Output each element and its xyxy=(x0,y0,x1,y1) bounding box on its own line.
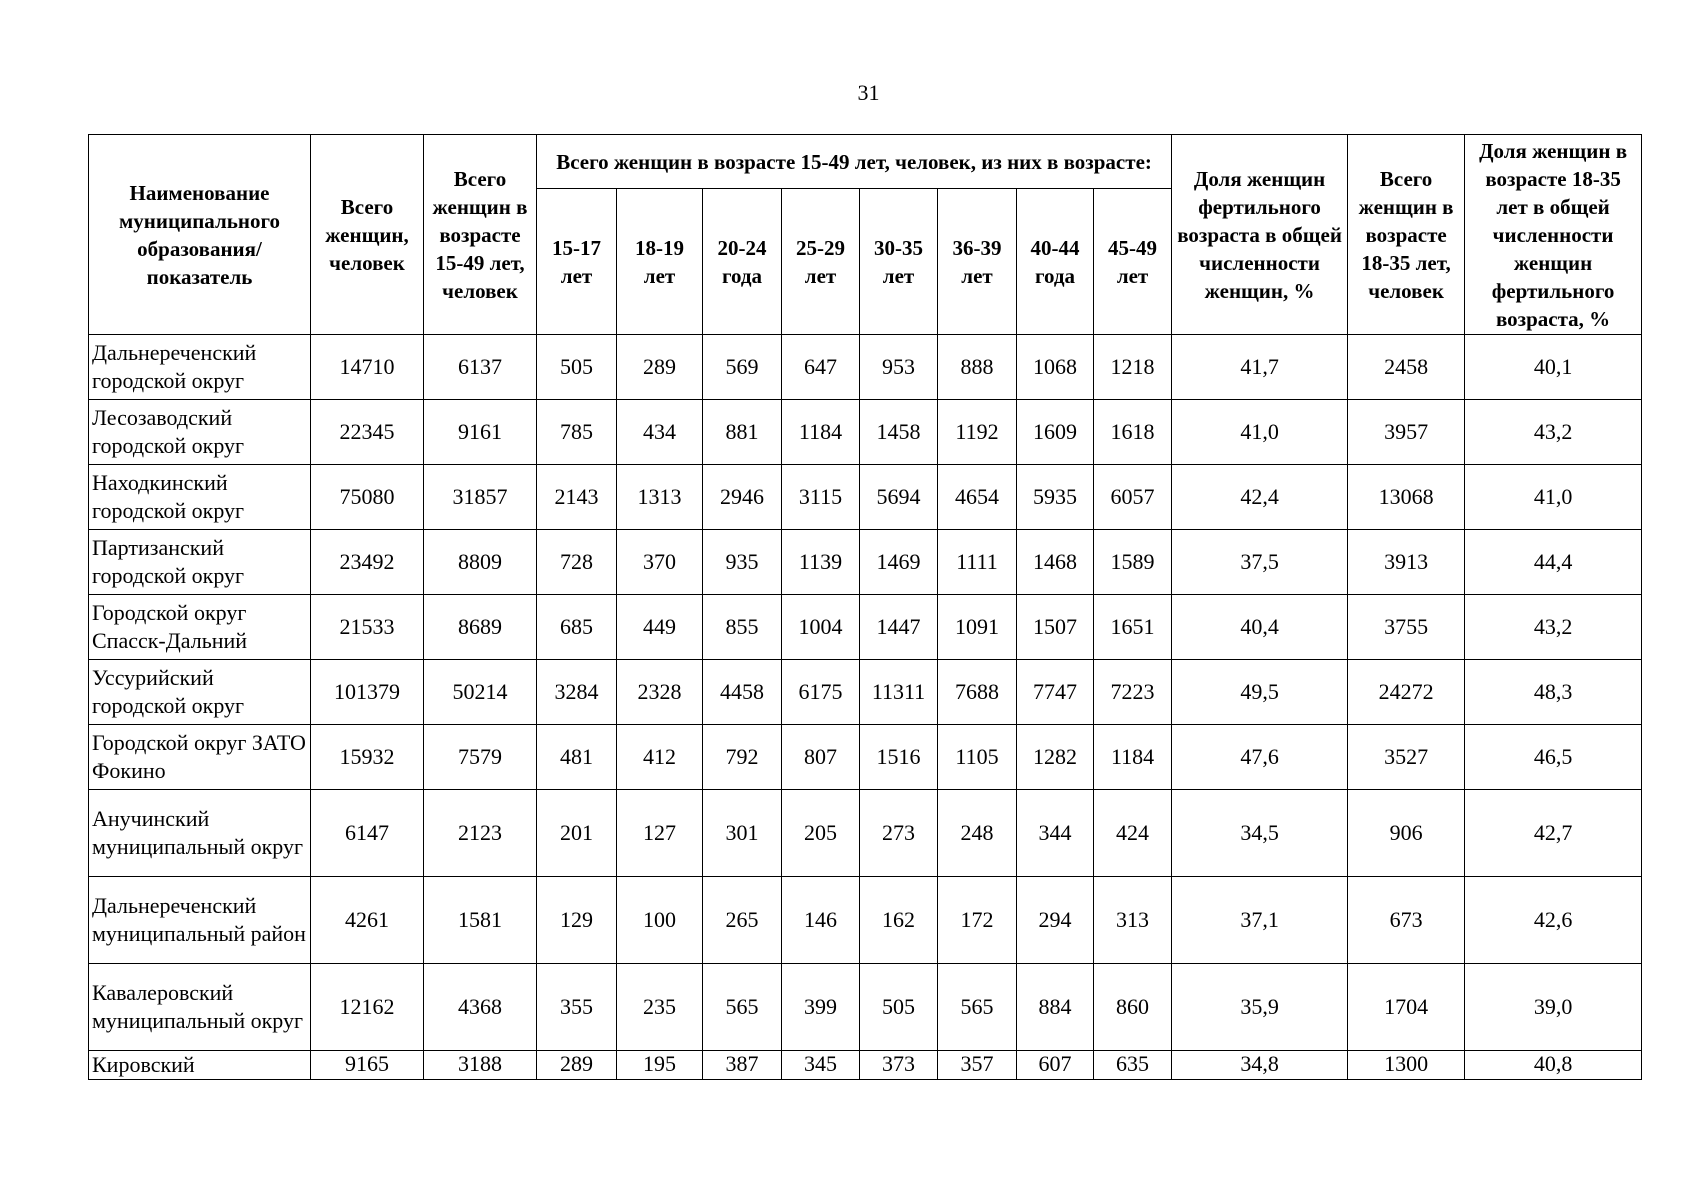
age-group-cell: 7223 xyxy=(1094,660,1172,725)
table-row xyxy=(89,530,1642,595)
age-group-cell: 607 xyxy=(1017,1051,1094,1080)
fertile-share-cell: 42,4 xyxy=(1172,465,1348,530)
age-group-cell: 1651 xyxy=(1094,595,1172,660)
table-row xyxy=(89,1051,1642,1080)
age-group-cell: 6057 xyxy=(1094,465,1172,530)
municipality-name-cell: Кавалеровский муниципальный округ xyxy=(89,964,311,1051)
age-group-cell: 172 xyxy=(938,877,1017,964)
age-group-cell: 3284 xyxy=(537,660,617,725)
age-group-cell: 685 xyxy=(537,595,617,660)
women-18-35-cell: 13068 xyxy=(1348,465,1465,530)
age-group-cell: 355 xyxy=(537,964,617,1051)
age-group-cell: 205 xyxy=(782,790,860,877)
women-15-49-cell: 1581 xyxy=(424,877,537,964)
women-15-49-cell: 31857 xyxy=(424,465,537,530)
women-15-49-cell: 6137 xyxy=(424,335,537,400)
age-group-cell: 344 xyxy=(1017,790,1094,877)
age-group-cell: 1618 xyxy=(1094,400,1172,465)
age-group-cell: 235 xyxy=(617,964,703,1051)
women-15-49-cell: 3188 xyxy=(424,1051,537,1080)
fertile-share-cell: 35,9 xyxy=(1172,964,1348,1051)
share-18-35-cell: 42,7 xyxy=(1465,790,1642,877)
header-age-15-17: 15-17 лет xyxy=(537,189,617,335)
women-18-35-cell: 3527 xyxy=(1348,725,1465,790)
women-15-49-cell: 2123 xyxy=(424,790,537,877)
age-group-cell: 449 xyxy=(617,595,703,660)
total-women-cell: 23492 xyxy=(311,530,424,595)
municipality-name-cell: Партизанский городской округ xyxy=(89,530,311,595)
age-group-cell: 370 xyxy=(617,530,703,595)
share-18-35-cell: 48,3 xyxy=(1465,660,1642,725)
age-group-cell: 7747 xyxy=(1017,660,1094,725)
women-18-35-cell: 2458 xyxy=(1348,335,1465,400)
total-women-cell: 12162 xyxy=(311,964,424,1051)
age-group-cell: 888 xyxy=(938,335,1017,400)
age-group-cell: 860 xyxy=(1094,964,1172,1051)
header-women-15-49: Всего женщин в возрасте 15-49 лет, человек xyxy=(424,135,537,335)
age-group-cell: 565 xyxy=(703,964,782,1051)
age-group-cell: 1609 xyxy=(1017,400,1094,465)
table-row xyxy=(89,660,1642,725)
municipality-name-cell: Уссурийский городской округ xyxy=(89,660,311,725)
fertile-share-cell: 37,5 xyxy=(1172,530,1348,595)
age-group-cell: 1004 xyxy=(782,595,860,660)
header-age-25-29: 25-29 лет xyxy=(782,189,860,335)
header-age-18-19: 18-19 лет xyxy=(617,189,703,335)
age-group-cell: 7688 xyxy=(938,660,1017,725)
age-group-cell: 505 xyxy=(537,335,617,400)
fertile-share-cell: 41,7 xyxy=(1172,335,1348,400)
statistics-table xyxy=(88,134,1642,1080)
share-18-35-cell: 41,0 xyxy=(1465,465,1642,530)
age-group-cell: 6175 xyxy=(782,660,860,725)
total-women-cell: 21533 xyxy=(311,595,424,660)
women-18-35-cell: 24272 xyxy=(1348,660,1465,725)
women-15-49-cell: 8689 xyxy=(424,595,537,660)
age-group-cell: 289 xyxy=(617,335,703,400)
age-group-cell: 792 xyxy=(703,725,782,790)
table-row xyxy=(89,335,1642,400)
share-18-35-cell: 43,2 xyxy=(1465,595,1642,660)
age-group-cell: 127 xyxy=(617,790,703,877)
age-group-cell: 565 xyxy=(938,964,1017,1051)
total-women-cell: 4261 xyxy=(311,877,424,964)
age-group-cell: 2946 xyxy=(703,465,782,530)
table-row xyxy=(89,877,1642,964)
age-group-cell: 1218 xyxy=(1094,335,1172,400)
header-total-women: Всего женщин, человек xyxy=(311,135,424,335)
header-name: Наименование муниципального образования/ показатель xyxy=(89,135,311,335)
table-row xyxy=(89,725,1642,790)
municipality-name-cell: Городской округ Спасск-Дальний xyxy=(89,595,311,660)
municipality-name-cell: Находкинский городской округ xyxy=(89,465,311,530)
municipality-name-cell: Лесозаводский городской округ xyxy=(89,400,311,465)
women-18-35-cell: 1300 xyxy=(1348,1051,1465,1080)
age-group-cell: 162 xyxy=(860,877,938,964)
age-group-cell: 1447 xyxy=(860,595,938,660)
age-group-cell: 387 xyxy=(703,1051,782,1080)
municipality-name-cell: Городской округ ЗАТО Фокино xyxy=(89,725,311,790)
header-age-group-title: Всего женщин в возрасте 15-49 лет, человек, из них в возрасте: xyxy=(537,135,1172,189)
women-15-49-cell: 7579 xyxy=(424,725,537,790)
share-18-35-cell: 40,1 xyxy=(1465,335,1642,400)
age-group-cell: 345 xyxy=(782,1051,860,1080)
age-group-cell: 1458 xyxy=(860,400,938,465)
table-row xyxy=(89,400,1642,465)
age-group-cell: 399 xyxy=(782,964,860,1051)
total-women-cell: 22345 xyxy=(311,400,424,465)
header-age-20-24: 20-24 года xyxy=(703,189,782,335)
age-group-cell: 357 xyxy=(938,1051,1017,1080)
age-group-cell: 248 xyxy=(938,790,1017,877)
age-group-cell: 3115 xyxy=(782,465,860,530)
share-18-35-cell: 43,2 xyxy=(1465,400,1642,465)
table-row xyxy=(89,465,1642,530)
women-18-35-cell: 906 xyxy=(1348,790,1465,877)
age-group-cell: 2143 xyxy=(537,465,617,530)
age-group-cell: 481 xyxy=(537,725,617,790)
age-group-cell: 935 xyxy=(703,530,782,595)
age-group-cell: 1313 xyxy=(617,465,703,530)
total-women-cell: 15932 xyxy=(311,725,424,790)
age-group-cell: 635 xyxy=(1094,1051,1172,1080)
age-group-cell: 4458 xyxy=(703,660,782,725)
fertile-share-cell: 34,8 xyxy=(1172,1051,1348,1080)
fertile-share-cell: 34,5 xyxy=(1172,790,1348,877)
municipality-name-cell: Дальнереченский муниципальный район xyxy=(89,877,311,964)
women-15-49-cell: 9161 xyxy=(424,400,537,465)
age-group-cell: 1469 xyxy=(860,530,938,595)
age-group-cell: 412 xyxy=(617,725,703,790)
age-group-cell: 1589 xyxy=(1094,530,1172,595)
share-18-35-cell: 44,4 xyxy=(1465,530,1642,595)
women-15-49-cell: 50214 xyxy=(424,660,537,725)
age-group-cell: 953 xyxy=(860,335,938,400)
age-group-cell: 569 xyxy=(703,335,782,400)
age-group-cell: 195 xyxy=(617,1051,703,1080)
age-group-cell: 201 xyxy=(537,790,617,877)
municipality-name-cell: Анучинский муниципальный округ xyxy=(89,790,311,877)
women-18-35-cell: 673 xyxy=(1348,877,1465,964)
age-group-cell: 273 xyxy=(860,790,938,877)
women-18-35-cell: 3755 xyxy=(1348,595,1465,660)
age-group-cell: 1068 xyxy=(1017,335,1094,400)
women-15-49-cell: 4368 xyxy=(424,964,537,1051)
age-group-cell: 265 xyxy=(703,877,782,964)
header-age-36-39: 36-39 лет xyxy=(938,189,1017,335)
header-fertile-share: Доля женщин фертильного возраста в общей численности женщин, % xyxy=(1172,135,1348,335)
age-group-cell: 5694 xyxy=(860,465,938,530)
age-group-cell: 785 xyxy=(537,400,617,465)
age-group-cell: 301 xyxy=(703,790,782,877)
age-group-cell: 1468 xyxy=(1017,530,1094,595)
header-age-30-35: 30-35 лет xyxy=(860,189,938,335)
fertile-share-cell: 49,5 xyxy=(1172,660,1348,725)
total-women-cell: 9165 xyxy=(311,1051,424,1080)
total-women-cell: 6147 xyxy=(311,790,424,877)
women-18-35-cell: 3913 xyxy=(1348,530,1465,595)
fertile-share-cell: 47,6 xyxy=(1172,725,1348,790)
age-group-cell: 1105 xyxy=(938,725,1017,790)
header-share-18-35: Доля женщин в возрасте 18-35 лет в общей численности женщин фертильного возраста, % xyxy=(1465,135,1642,335)
total-women-cell: 101379 xyxy=(311,660,424,725)
age-group-cell: 129 xyxy=(537,877,617,964)
age-group-cell: 11311 xyxy=(860,660,938,725)
municipality-name-cell: Дальнереченский городской округ xyxy=(89,335,311,400)
header-age-40-44: 40-44 года xyxy=(1017,189,1094,335)
age-group-cell: 1507 xyxy=(1017,595,1094,660)
age-group-cell: 884 xyxy=(1017,964,1094,1051)
share-18-35-cell: 40,8 xyxy=(1465,1051,1642,1080)
header-women-18-35: Всего женщин в возрасте 18-35 лет, человек xyxy=(1348,135,1465,335)
age-group-cell: 881 xyxy=(703,400,782,465)
age-group-cell: 1139 xyxy=(782,530,860,595)
age-group-cell: 146 xyxy=(782,877,860,964)
total-women-cell: 14710 xyxy=(311,335,424,400)
age-group-cell: 1516 xyxy=(860,725,938,790)
age-group-cell: 4654 xyxy=(938,465,1017,530)
age-group-cell: 289 xyxy=(537,1051,617,1080)
fertile-share-cell: 40,4 xyxy=(1172,595,1348,660)
women-15-49-cell: 8809 xyxy=(424,530,537,595)
age-group-cell: 728 xyxy=(537,530,617,595)
share-18-35-cell: 46,5 xyxy=(1465,725,1642,790)
age-group-cell: 1192 xyxy=(938,400,1017,465)
fertile-share-cell: 41,0 xyxy=(1172,400,1348,465)
age-group-cell: 294 xyxy=(1017,877,1094,964)
share-18-35-cell: 39,0 xyxy=(1465,964,1642,1051)
age-group-cell: 1184 xyxy=(1094,725,1172,790)
age-group-cell: 2328 xyxy=(617,660,703,725)
women-18-35-cell: 3957 xyxy=(1348,400,1465,465)
age-group-cell: 5935 xyxy=(1017,465,1094,530)
age-group-cell: 1184 xyxy=(782,400,860,465)
fertile-share-cell: 37,1 xyxy=(1172,877,1348,964)
municipality-name-cell: Кировский xyxy=(89,1051,311,1080)
women-18-35-cell: 1704 xyxy=(1348,964,1465,1051)
age-group-cell: 424 xyxy=(1094,790,1172,877)
table-row xyxy=(89,790,1642,877)
table-row xyxy=(89,964,1642,1051)
age-group-cell: 855 xyxy=(703,595,782,660)
age-group-cell: 1282 xyxy=(1017,725,1094,790)
age-group-cell: 313 xyxy=(1094,877,1172,964)
page-number: 31 xyxy=(857,80,880,105)
age-group-cell: 1111 xyxy=(938,530,1017,595)
age-group-cell: 647 xyxy=(782,335,860,400)
header-age-45-49: 45-49 лет xyxy=(1094,189,1172,335)
age-group-cell: 807 xyxy=(782,725,860,790)
age-group-cell: 505 xyxy=(860,964,938,1051)
age-group-cell: 1091 xyxy=(938,595,1017,660)
table-row xyxy=(89,595,1642,660)
share-18-35-cell: 42,6 xyxy=(1465,877,1642,964)
age-group-cell: 434 xyxy=(617,400,703,465)
age-group-cell: 373 xyxy=(860,1051,938,1080)
age-group-cell: 100 xyxy=(617,877,703,964)
total-women-cell: 75080 xyxy=(311,465,424,530)
